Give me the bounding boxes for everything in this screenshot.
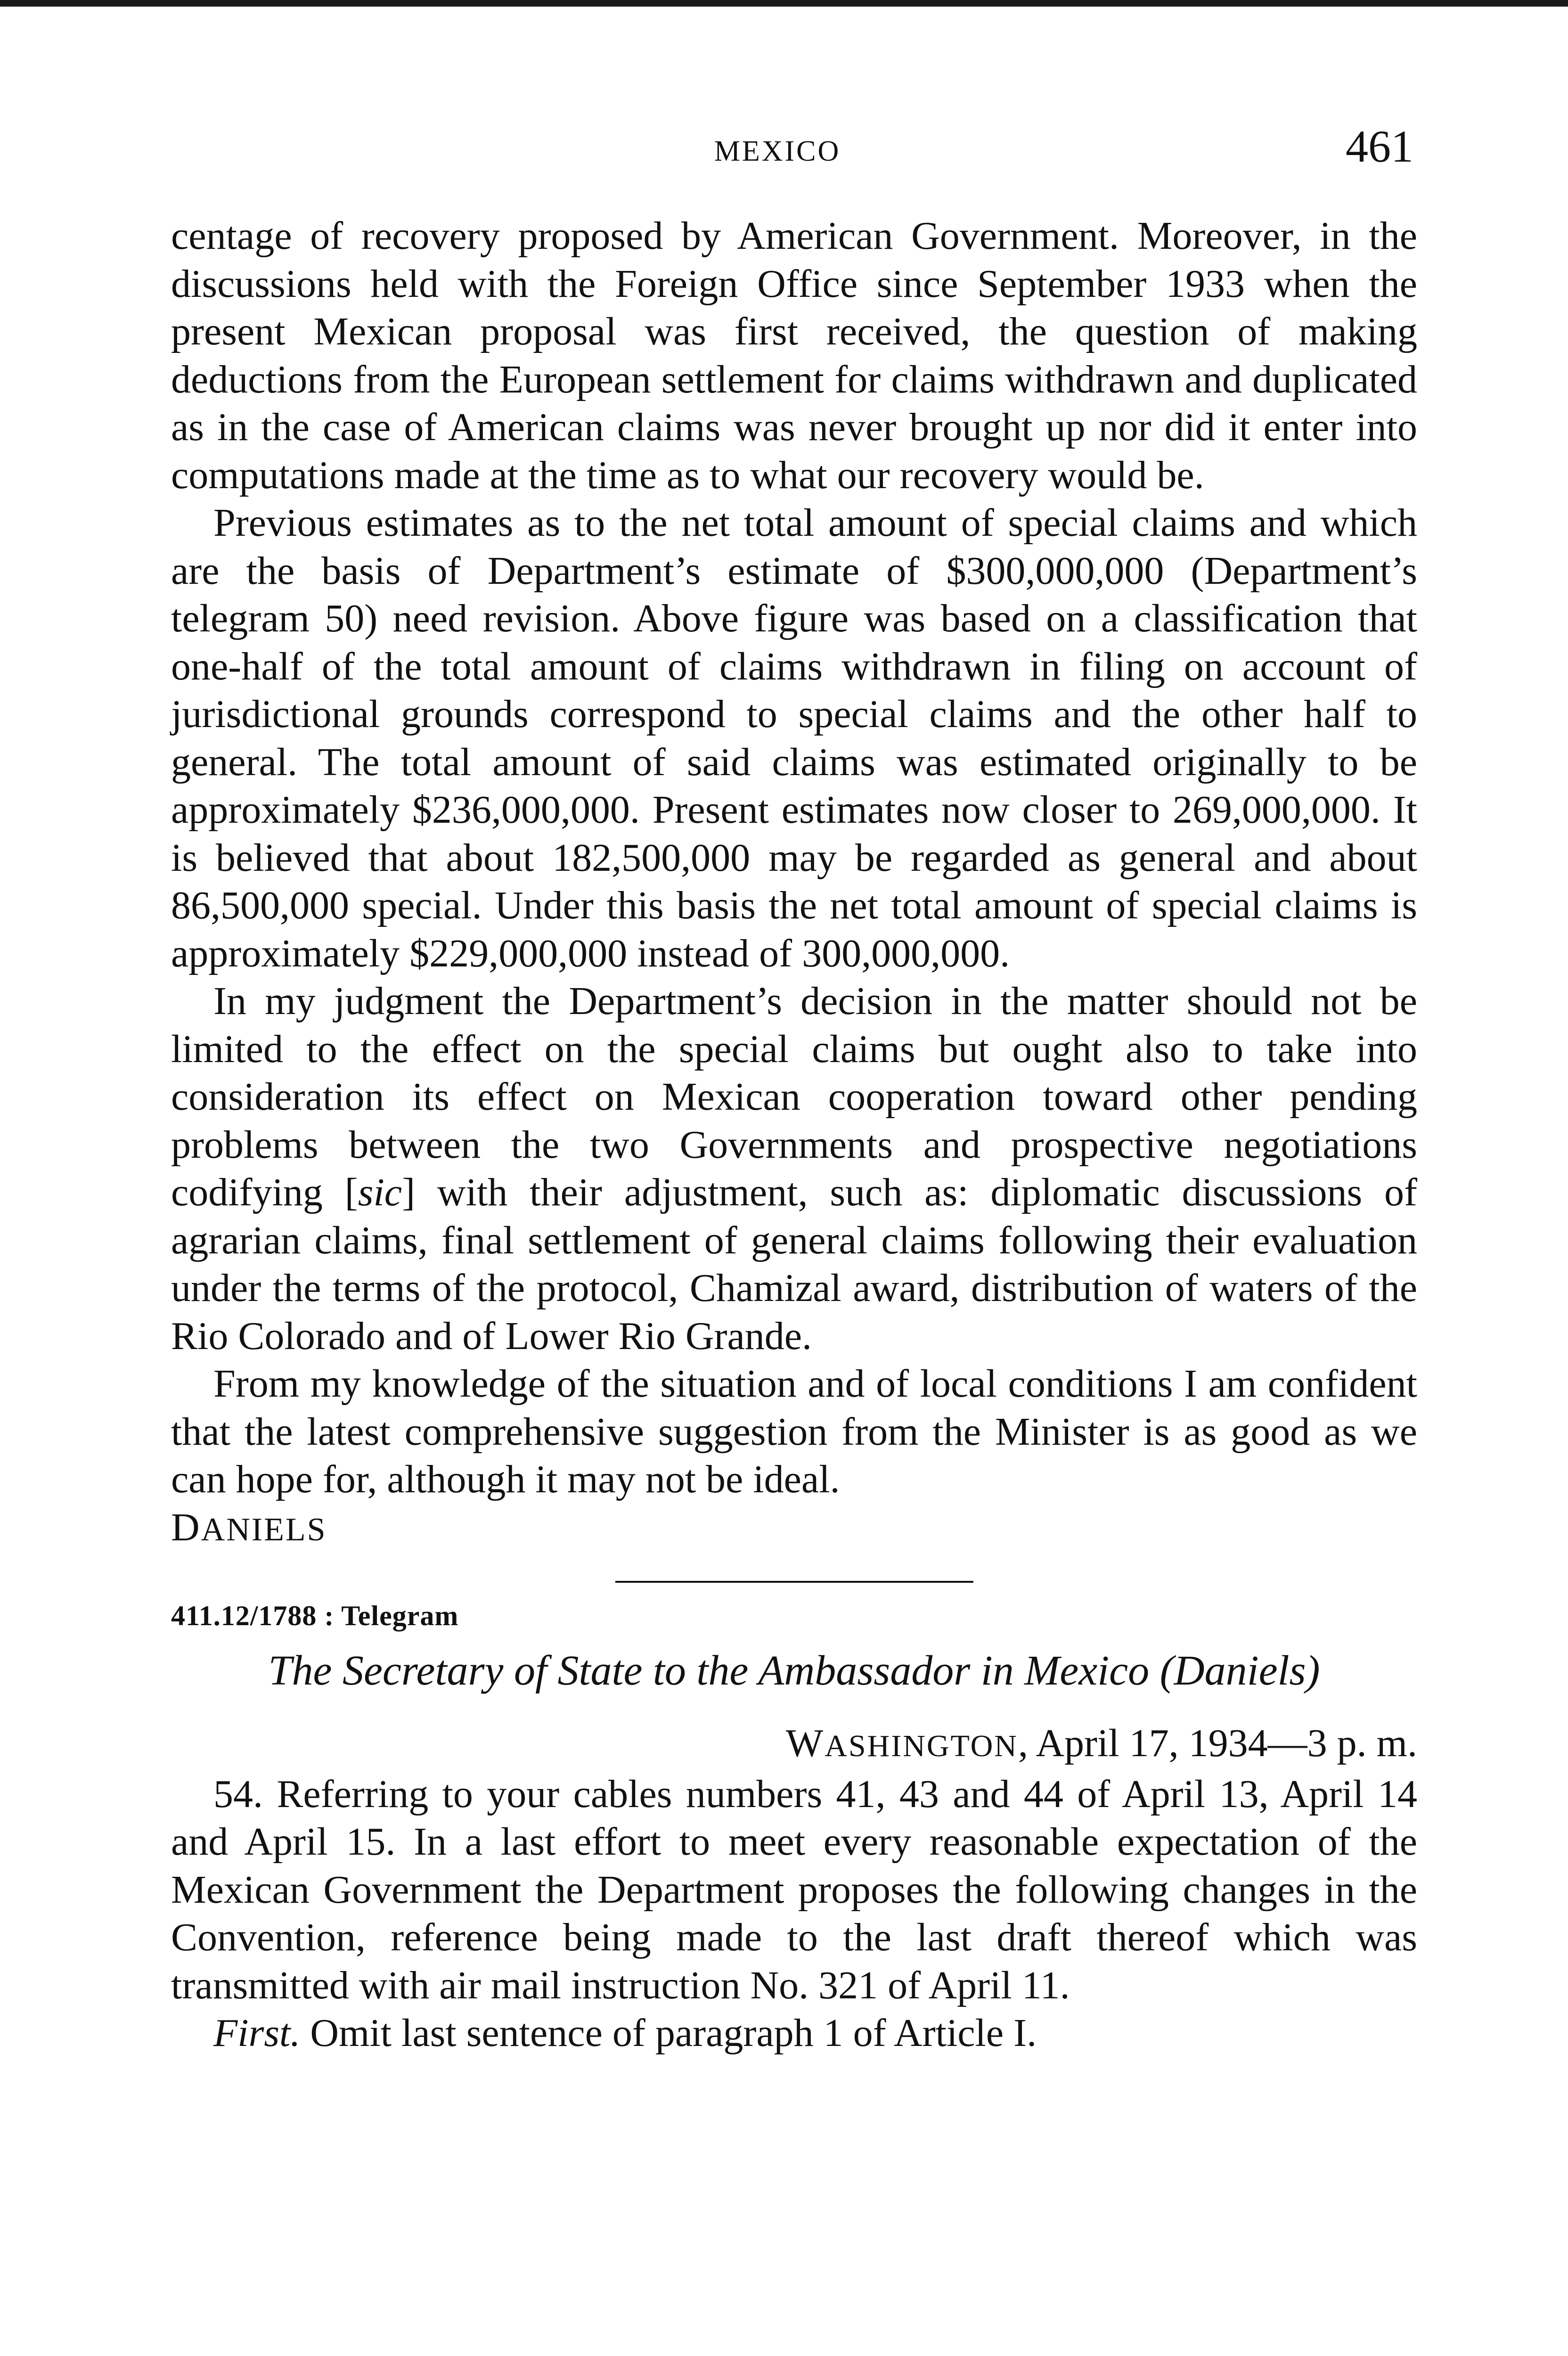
paragraph-knowledge: From my knowledge of the situation and of local conditions I am confident that the latest comprehensive suggestion from the Minister is as good as we can hope for, although it may not be ideal. <box>171 1362 1417 1501</box>
judgment-text-start: In my judgment the Department’s decision in the matter should not be limited to the effect on the special claims but ought also to take into consideration its effect on Mexican cooperation toward other pending problems between the two Governments and prospective negotiations codifying [ <box>171 979 1417 1214</box>
signature-initial: D <box>171 1505 201 1549</box>
dateline-date: , April 17, 1934—3 p. m. <box>1018 1721 1417 1765</box>
dateline-place <box>785 1721 1018 1765</box>
sic-annotation: sic <box>358 1170 402 1214</box>
signature-daniels <box>171 1504 1417 1554</box>
paragraph-judgment <box>171 977 1417 1360</box>
top-border-rule <box>0 0 1568 7</box>
paragraph-telegram-54: 54. Referring to your cables numbers 41, 43 and 44 of April 13, April 14 and April 15. In a last effort to meet every reasonable expectation of the Mexican Government the Department proposes the following changes in the Convention, reference being made to the last draft thereof which was transmitted with air mail instruction No. 321 of April 11. <box>171 1772 1417 2007</box>
paragraph-estimates: Previous estimates as to the net total amount of special claims and which are the basis of Department’s estimate of $300,000,000 (Department’s telegram 50) need revision. Above figure was based on a classification that one-half of the total amount of claims withdrawn in filing on account of jurisdictional grounds correspond to special claims and the other half to general. The total amount of said claims was estimated originally to be approximately $236,000,000. Present estimates now closer to 269,000,000. It is believed that about 182,500,000 may be regarded as general and about 86,500,000 special. Under this basis the net total amount of special claims is approximately $229,000,000 instead of 300,000,000. <box>171 501 1417 975</box>
dateline-place-initial: W <box>785 1721 825 1765</box>
first-label: First. <box>213 2011 301 2055</box>
first-text: Omit last sentence of paragraph 1 of Article I. <box>300 2011 1037 2055</box>
document-title: The Secretary of State to the Ambassador in Mexico (Daniels) <box>268 1647 1320 1694</box>
page-body <box>171 212 1417 2057</box>
dateline-place-rest: ASHINGTON <box>825 1729 1018 1763</box>
judgment-text-end: ] with their adjustment, such as: diplomatic discussions of agrarian claims, final settlement of general claims following their evaluation under the terms of the protocol, Chamizal award, distribution of waters of the Rio Colorado and of Lower Rio Grande. <box>171 1170 1418 1358</box>
page-header <box>0 118 1568 179</box>
paragraph-recovery: centage of recovery proposed by American Government. Moreover, in the discussions held with the Foreign Office since September 1933 when the present Mexican proposal was first received, the question of making deductions from the European settlement for claims withdrawn and duplicated as in the case of American claims was never brought up nor did it enter into computations made at the time as to what our recovery would be. <box>171 214 1417 497</box>
paragraph-first-change <box>171 2009 1417 2057</box>
file-reference: 411.12/1788 : Telegram <box>171 1600 459 1631</box>
page-number: 461 <box>1346 121 1413 172</box>
dateline <box>171 1719 1417 1770</box>
running-head: MEXICO <box>714 135 841 167</box>
signature-rest: ANIELS <box>201 1511 327 1548</box>
section-separator <box>615 1581 973 1583</box>
